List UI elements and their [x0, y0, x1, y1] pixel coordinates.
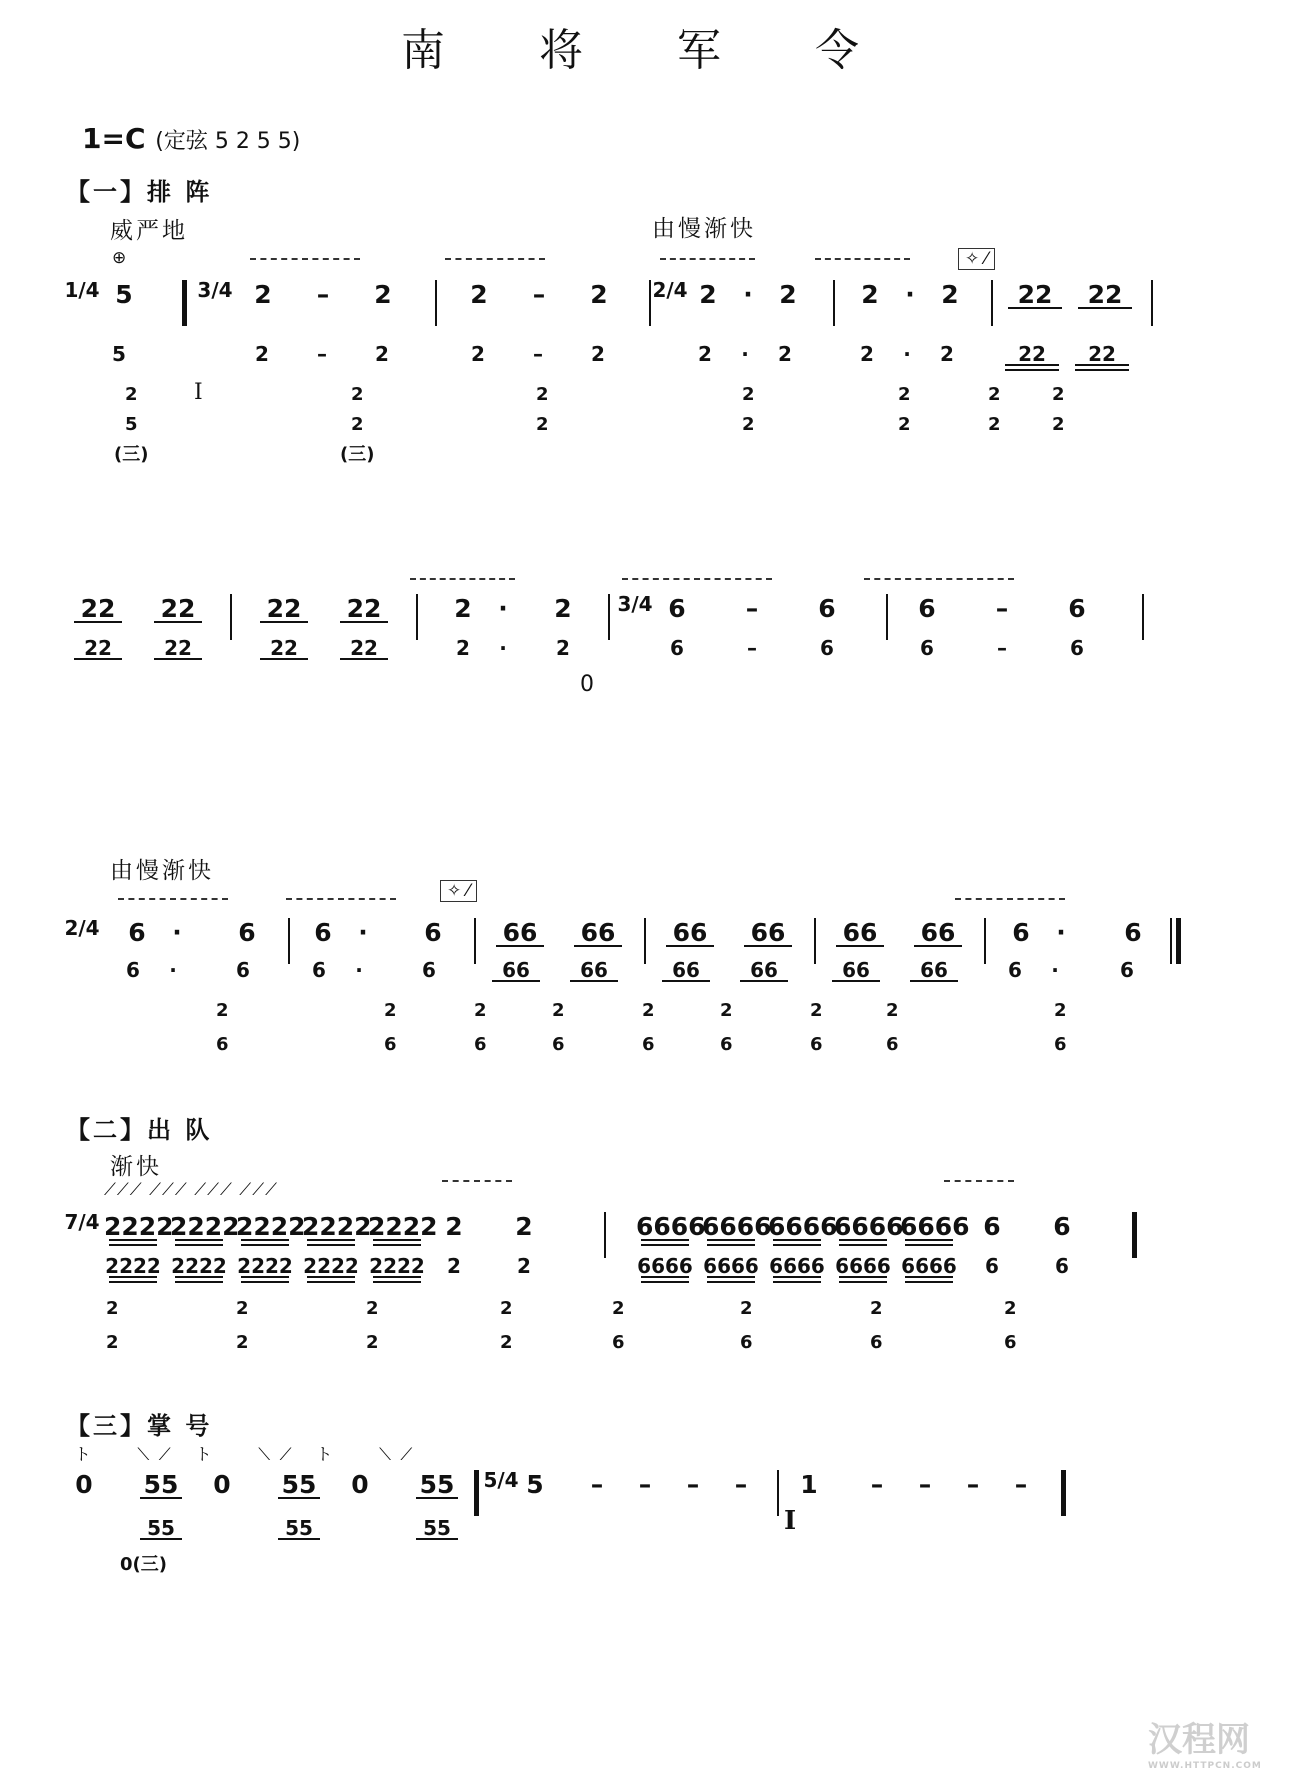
tremolo-line	[445, 258, 545, 260]
rest-mark: 0	[580, 672, 594, 697]
tempo-marking: 由慢渐快	[110, 858, 214, 884]
staff-1-upper	[64, 278, 1153, 326]
note: –	[997, 636, 1007, 660]
note: 2	[445, 1212, 463, 1241]
note-group: 2222	[170, 1254, 228, 1278]
note-group: 55	[136, 1516, 186, 1540]
staff-4-upper	[64, 1210, 1137, 1258]
tremolo-line	[815, 258, 910, 260]
note-group: 6666	[834, 1254, 892, 1278]
barline	[604, 1212, 606, 1258]
note-group: 2222	[170, 1212, 228, 1241]
ornament-box: ✧ ⁄	[958, 248, 995, 270]
note: 0	[213, 1470, 231, 1499]
note: 6	[920, 636, 934, 660]
note: 2	[556, 636, 570, 660]
barline	[1170, 918, 1172, 964]
ornament-box: ✧ ⁄	[440, 880, 477, 902]
note: 6	[1008, 958, 1022, 982]
tremolo-line	[410, 578, 515, 580]
note-group: 55	[274, 1470, 324, 1499]
note: 2	[517, 1254, 531, 1278]
note: –	[533, 342, 543, 366]
time-signature: 3/4	[617, 592, 653, 616]
note-group: 22	[256, 594, 312, 623]
note-group: 6666	[768, 1212, 826, 1241]
note: –	[316, 280, 330, 309]
note: 2	[778, 342, 792, 366]
section-heading-2: 【二】出 队	[66, 1116, 213, 1144]
note: 6	[670, 636, 684, 660]
staff-3-lower	[108, 958, 1152, 982]
note-group: 2222	[104, 1212, 162, 1241]
note: 6	[918, 594, 936, 623]
note-group: 22	[150, 636, 206, 660]
tremolo-line	[250, 258, 360, 260]
note: 6	[238, 918, 256, 947]
tremolo-line	[286, 898, 396, 900]
note: –	[966, 1470, 980, 1499]
note: 6	[985, 1254, 999, 1278]
end-barline	[1061, 1470, 1066, 1516]
note: 6	[1055, 1254, 1069, 1278]
note: 6	[1012, 918, 1030, 947]
note: –	[590, 1470, 604, 1499]
note: –	[995, 594, 1009, 623]
note: 0	[75, 1470, 93, 1499]
note: 6	[422, 958, 436, 982]
chord-column: 2 6	[1004, 1298, 1017, 1353]
section-heading-1: 【一】排 阵	[66, 178, 213, 206]
tremolo-line	[118, 898, 228, 900]
note: 2	[374, 280, 392, 309]
note: 2	[591, 342, 605, 366]
note-group: 6666	[900, 1212, 958, 1241]
tempo-marking: 威严地	[110, 218, 188, 244]
chord-column: 2 5 (三)	[114, 384, 149, 465]
note: 6	[983, 1212, 1001, 1241]
chord-column: 2 2	[500, 1298, 513, 1353]
chord-column: 2 6	[870, 1298, 883, 1353]
repeat-barline	[182, 280, 187, 326]
note: –	[918, 1470, 932, 1499]
section-heading-3: 【三】掌 号	[66, 1412, 213, 1440]
roman-numeral: I	[784, 1506, 797, 1536]
note: –	[532, 280, 546, 309]
barline	[608, 594, 610, 640]
note-group: 66	[906, 958, 962, 982]
note: 2	[941, 280, 959, 309]
staff-2-lower	[70, 636, 1102, 660]
chord-column: 2 6	[720, 1000, 733, 1055]
chord-column: 2 6	[810, 1000, 823, 1055]
note-group: 22	[1070, 342, 1134, 366]
note-group: 55	[136, 1470, 186, 1499]
barline	[1142, 594, 1144, 640]
note: –	[317, 342, 327, 366]
note: 2	[554, 594, 572, 623]
note-group: 22	[336, 594, 392, 623]
note: –	[745, 594, 759, 623]
chord-column: 2 2	[236, 1298, 249, 1353]
note-group: 6666	[768, 1254, 826, 1278]
chord-column: 2 2	[898, 384, 911, 435]
tremolo-line	[864, 578, 1014, 580]
note: ·	[1051, 958, 1059, 982]
note: 2	[375, 342, 389, 366]
note: 2	[254, 280, 272, 309]
chord-column: 2 6	[384, 1000, 397, 1055]
note: ·	[905, 280, 915, 309]
chord-column: 2 2	[536, 384, 549, 435]
repeat-end-barline	[1176, 918, 1181, 964]
note: 6	[1070, 636, 1084, 660]
articulation-marks: ト ⟍ ⟋ ト ⟍ ⟋ ト ⟍ ⟋	[74, 1445, 415, 1465]
note: 2	[456, 636, 470, 660]
barline	[777, 1470, 779, 1516]
chord-column: 2 2	[1052, 384, 1065, 435]
chord-column: 2 2	[366, 1298, 379, 1353]
chord-column: 2 2 (三)	[340, 384, 375, 465]
note: ·	[743, 280, 753, 309]
staff-4-lower	[104, 1254, 1082, 1278]
note-group: 55	[412, 1470, 462, 1499]
note: ·	[358, 918, 368, 947]
barline	[886, 594, 888, 640]
note: 6	[1053, 1212, 1071, 1241]
staff-2-upper	[70, 594, 1144, 640]
note: 6	[1120, 958, 1134, 982]
note: –	[638, 1470, 652, 1499]
note: 6	[1124, 918, 1142, 947]
note-group: 66	[658, 958, 714, 982]
tremolo-marks: ⟋⟋⟋ ⟋⟋⟋ ⟋⟋⟋ ⟋⟋⟋	[104, 1180, 279, 1200]
note-group: 22	[1073, 280, 1137, 309]
note: 2	[454, 594, 472, 623]
tremolo-line	[622, 578, 772, 580]
time-signature: 1/4	[64, 278, 100, 302]
piece-title: 南 将 军 令	[401, 25, 899, 76]
note-group: 22	[256, 636, 312, 660]
key-signature	[82, 122, 300, 155]
note: –	[686, 1470, 700, 1499]
barline	[833, 280, 835, 326]
note: 6	[126, 958, 140, 982]
repeat-barline	[474, 1470, 479, 1516]
time-signature: 2/4	[64, 916, 100, 940]
time-signature: 3/4	[197, 278, 233, 302]
note-group: 66	[832, 918, 888, 947]
note: 6	[312, 958, 326, 982]
note: 6	[236, 958, 250, 982]
note: 2	[940, 342, 954, 366]
note: 2	[470, 280, 488, 309]
note-group: 66	[910, 918, 966, 947]
note: ·	[169, 958, 177, 982]
chord-column: 2 2	[106, 1298, 119, 1353]
note: 6	[128, 918, 146, 947]
note: 2	[255, 342, 269, 366]
chord-column: 2 6	[1054, 1000, 1067, 1055]
note: –	[747, 636, 757, 660]
roman-numeral: I	[194, 380, 203, 405]
note: –	[870, 1470, 884, 1499]
rest-mark: 0(三)	[120, 1554, 167, 1575]
chord-column: 2 6	[216, 1000, 229, 1055]
chord-column: 2 6	[474, 1000, 487, 1055]
time-signature: 2/4	[652, 278, 688, 302]
chord-column: 2 6	[886, 1000, 899, 1055]
note: 2	[471, 342, 485, 366]
note-group: 2222	[368, 1254, 426, 1278]
note-group: 55	[274, 1516, 324, 1540]
barline	[416, 594, 418, 640]
staff-5-upper	[74, 1470, 1066, 1516]
note-group: 66	[488, 958, 544, 982]
note: 2	[515, 1212, 533, 1241]
tuning-label: (定弦 5 2 5 5)	[155, 129, 301, 154]
note: 0	[351, 1470, 369, 1499]
note-group: 6666	[702, 1254, 760, 1278]
tremolo-line	[660, 258, 755, 260]
note-group: 22	[70, 636, 126, 660]
chord-column: 2 6	[552, 1000, 565, 1055]
time-signature: 5/4	[483, 1468, 519, 1492]
tempo-marking: 渐快	[110, 1154, 162, 1180]
note: 1	[800, 1470, 818, 1499]
note-group: 22	[1003, 280, 1067, 309]
note-group: 6666	[702, 1212, 760, 1241]
note-group: 22	[70, 594, 126, 623]
tremolo-line	[955, 898, 1065, 900]
note: ·	[1056, 918, 1066, 947]
barline	[991, 280, 993, 326]
chord-column: 2 6	[642, 1000, 655, 1055]
tremolo-line	[442, 1180, 512, 1182]
note: ·	[172, 918, 182, 947]
watermark-logo-text: 汉程网	[1148, 1720, 1250, 1760]
note: 2	[860, 342, 874, 366]
site-watermark	[1148, 1712, 1262, 1771]
chord-column: 2 6	[612, 1298, 625, 1353]
note-group: 66	[740, 918, 796, 947]
note: 6	[314, 918, 332, 947]
barline	[649, 280, 651, 326]
note: ·	[498, 594, 508, 623]
note-group: 55	[412, 1516, 462, 1540]
note-group: 66	[570, 918, 626, 947]
note-group: 2222	[104, 1254, 162, 1278]
note: 5	[115, 280, 133, 309]
note: 6	[820, 636, 834, 660]
note: –	[1014, 1470, 1028, 1499]
note-group: 2222	[302, 1212, 360, 1241]
note-group: 66	[662, 918, 718, 947]
barline	[1151, 280, 1153, 326]
note: ·	[741, 342, 749, 366]
note-group: 2222	[302, 1254, 360, 1278]
note: –	[734, 1470, 748, 1499]
note-group: 66	[566, 958, 622, 982]
barline	[230, 594, 232, 640]
note: ·	[903, 342, 911, 366]
staff-5-lower	[136, 1516, 462, 1540]
note: 2	[447, 1254, 461, 1278]
note: 6	[818, 594, 836, 623]
note: ·	[499, 636, 507, 660]
note-group: 2222	[368, 1212, 426, 1241]
note-group: 6666	[900, 1254, 958, 1278]
note-group: 6666	[636, 1212, 694, 1241]
note: 2	[699, 280, 717, 309]
barline	[435, 280, 437, 326]
note: 2	[861, 280, 879, 309]
chord-column: 2 6	[740, 1298, 753, 1353]
note-group: 66	[492, 918, 548, 947]
note-group: 66	[736, 958, 792, 982]
note-group: 22	[150, 594, 206, 623]
note: 5	[526, 1470, 544, 1499]
note-group: 6666	[834, 1212, 892, 1241]
note: 2	[698, 342, 712, 366]
tempo-marking: 由慢渐快	[652, 216, 756, 242]
note-group: 22	[1000, 342, 1064, 366]
note: 5	[112, 342, 126, 366]
watermark-url: WWW.HTTPCN.COM	[1148, 1761, 1262, 1771]
time-signature: 7/4	[64, 1210, 100, 1234]
note: 6	[668, 594, 686, 623]
chord-column: 2 2	[988, 384, 1001, 435]
note-group: 6666	[636, 1254, 694, 1278]
note: 6	[1068, 594, 1086, 623]
note-group: 22	[336, 636, 392, 660]
chord-column: 2 2	[742, 384, 755, 435]
ornament-mark: ⊕	[112, 248, 127, 268]
note-group: 2222	[236, 1254, 294, 1278]
note: 2	[590, 280, 608, 309]
key-label: 1=C	[82, 122, 146, 155]
note-group: 2222	[236, 1212, 294, 1241]
note-group: 66	[828, 958, 884, 982]
note: 2	[779, 280, 797, 309]
note: 6	[424, 918, 442, 947]
staff-1-lower	[104, 342, 1134, 366]
note: ·	[355, 958, 363, 982]
end-barline	[1132, 1212, 1137, 1258]
tremolo-line	[944, 1180, 1014, 1182]
